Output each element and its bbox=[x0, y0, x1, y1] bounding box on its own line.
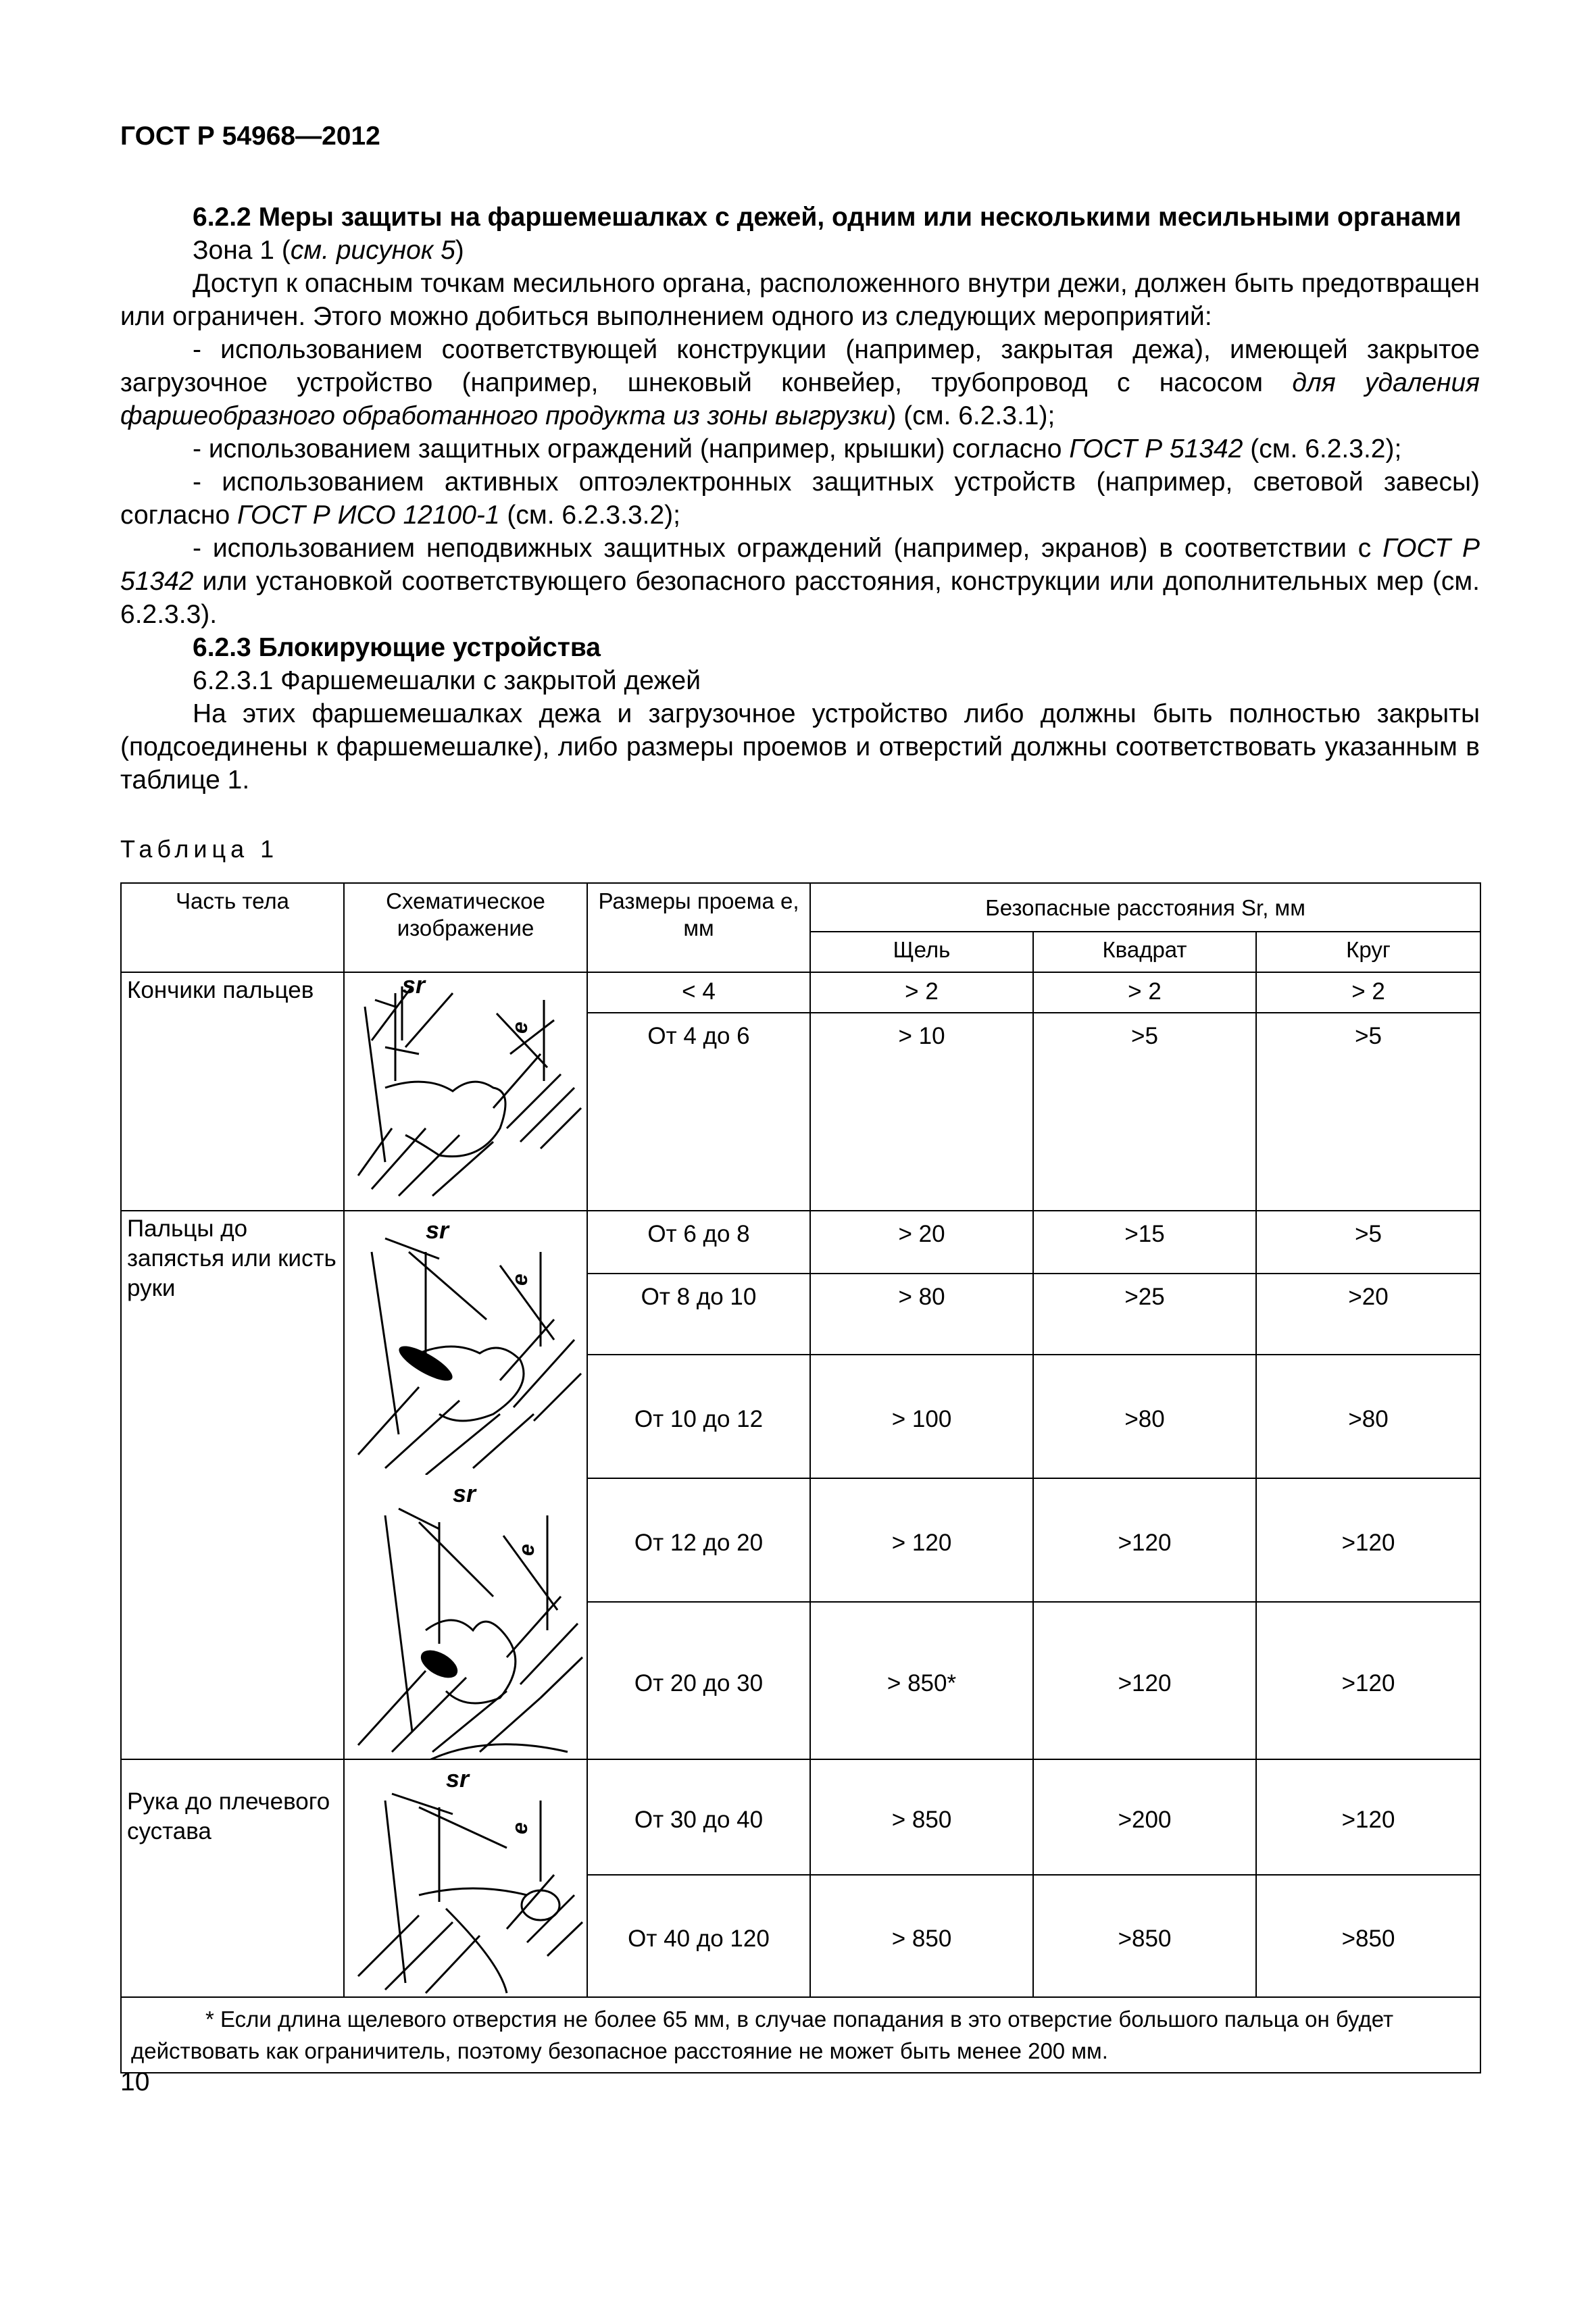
circle-cell: >20 bbox=[1256, 1274, 1480, 1355]
section-heading bbox=[120, 201, 1480, 234]
size-cell: От 8 до 10 bbox=[587, 1274, 810, 1355]
bullet-3 bbox=[120, 466, 1480, 532]
size-cell: От 20 до 30 bbox=[587, 1602, 810, 1759]
zone-label: Зона 1 ( bbox=[193, 236, 291, 265]
hand-diagram bbox=[345, 1475, 585, 1759]
schema-fingers-hand bbox=[344, 1211, 587, 1759]
fingertips-diagram bbox=[345, 973, 585, 1209]
slot-cell: > 10 bbox=[810, 1013, 1033, 1211]
table-row bbox=[121, 972, 1480, 1013]
sr-label: sr bbox=[446, 1765, 470, 1792]
bullet-1-ref: ) (см. 6.2.3.1); bbox=[887, 401, 1055, 430]
circle-cell: >850 bbox=[1256, 1875, 1480, 1997]
page-number: 10 bbox=[120, 2067, 150, 2096]
document-header: ГОСТ Р 54968—2012 bbox=[120, 122, 380, 151]
sr-label: sr bbox=[453, 1480, 476, 1507]
table-note-row bbox=[121, 1997, 1480, 2073]
slot-cell: > 100 bbox=[810, 1355, 1033, 1478]
table-caption: Таблица 1 bbox=[120, 835, 279, 863]
slot-cell: > 80 bbox=[810, 1274, 1033, 1355]
table-row bbox=[121, 1759, 1480, 1875]
e-label: e bbox=[507, 1822, 532, 1834]
fingers-diagram bbox=[345, 1211, 585, 1475]
circle-cell: >120 bbox=[1256, 1602, 1480, 1759]
square-cell: >25 bbox=[1033, 1274, 1256, 1355]
body-part-cell: Рука до плечевого сустава bbox=[121, 1759, 344, 1997]
e-label: e bbox=[507, 1022, 532, 1034]
square-cell: >15 bbox=[1033, 1211, 1256, 1274]
schema-fingertips bbox=[344, 972, 587, 1211]
zone-close: ) bbox=[455, 236, 464, 265]
figure-reference: см. рисунок 5 bbox=[290, 236, 455, 265]
bullet-2-ref: (см. 6.2.3.2); bbox=[1243, 434, 1402, 463]
size-cell: От 6 до 8 bbox=[587, 1211, 810, 1274]
subsection-heading-interlocks: 6.2.3 Блокирующие устройства bbox=[193, 633, 601, 662]
bullet-4-standard: ГОСТ Р 51342 bbox=[120, 534, 1480, 596]
e-label: e bbox=[507, 1274, 532, 1286]
arm-diagram bbox=[345, 1760, 585, 1996]
sr-label: sr bbox=[402, 973, 426, 999]
col-header-size: Размеры проема e, мм bbox=[587, 883, 810, 972]
size-cell: От 4 до 6 bbox=[587, 1013, 810, 1211]
paragraph-access: Доступ к опасным точкам месильного органа, расположенного внутри дежи, должен быть предотвращен или ограничен. Этого можно добиться выполнением одного из следующих мероприятий: bbox=[120, 269, 1480, 331]
col-header-safe: Безопасные расстояния Sr, мм bbox=[810, 883, 1480, 932]
square-cell: > 2 bbox=[1033, 972, 1256, 1013]
circle-cell: >120 bbox=[1256, 1759, 1480, 1875]
subheader-circle: Круг bbox=[1256, 932, 1480, 972]
bullet-2 bbox=[120, 432, 1480, 466]
square-cell: >5 bbox=[1033, 1013, 1256, 1211]
square-cell: >200 bbox=[1033, 1759, 1256, 1875]
body-part-cell: Пальцы до запястья или кисть руки bbox=[121, 1211, 344, 1759]
square-cell: >120 bbox=[1033, 1478, 1256, 1602]
circle-cell: > 2 bbox=[1256, 972, 1480, 1013]
bullet-1-text: - использованием соответствующей конструкции (например, закрытая дежа), имеющей закрытое загрузочное устройство (например, шнековый конвейер, трубопровод с насосом bbox=[120, 335, 1480, 397]
paragraph-closed-bowl: На этих фаршемешалках дежа и загрузочное устройство либо должны быть полностью закрыты (подсоединены к фаршемешалке), либо размеры проемов и отверстий должны соответствовать указанным в таблице 1. bbox=[120, 699, 1480, 795]
slot-cell: > 120 bbox=[810, 1478, 1033, 1602]
bullet-1 bbox=[120, 333, 1480, 432]
square-cell: >120 bbox=[1033, 1602, 1256, 1759]
slot-cell: > 850 bbox=[810, 1759, 1033, 1875]
slot-cell: > 850* bbox=[810, 1602, 1033, 1759]
size-cell: От 30 до 40 bbox=[587, 1759, 810, 1875]
square-cell: >850 bbox=[1033, 1875, 1256, 1997]
bullet-4-ref: или установкой соответствующего безопасного расстояния, конструкции или дополнительных мер (см. 6.2.3.3). bbox=[120, 567, 1480, 629]
bullet-4-text: - использованием неподвижных защитных ограждений (например, экранов) в соответствии с bbox=[193, 534, 1383, 563]
table-row bbox=[121, 1211, 1480, 1274]
safety-distance-table bbox=[120, 882, 1481, 2073]
size-cell: От 40 до 120 bbox=[587, 1875, 810, 1997]
slot-cell: > 2 bbox=[810, 972, 1033, 1013]
circle-cell: >80 bbox=[1256, 1355, 1480, 1478]
circle-cell: >120 bbox=[1256, 1478, 1480, 1602]
bullet-4 bbox=[120, 532, 1480, 631]
subsection-heading-closed-bowl: 6.2.3.1 Фаршемешалки с закрытой дежей bbox=[193, 666, 701, 695]
bullet-2-standard: ГОСТ Р 51342 bbox=[1069, 434, 1243, 463]
table-footnote: * Если длина щелевого отверстия не более 65 мм, в случае попадания в это отверстие большого пальца он будет действовать как ограничитель, поэтому безопасное расстояние не может быть менее 200 мм. bbox=[121, 1997, 1480, 2073]
heading-title: Меры защиты на фаршемешалках с дежей, одним или несколькими месильными органами bbox=[258, 203, 1462, 232]
e-label: e bbox=[514, 1544, 539, 1556]
bullet-3-standard: ГОСТ Р ИСО 12100-1 bbox=[237, 501, 500, 530]
subheader-square: Квадрат bbox=[1033, 932, 1256, 972]
subheader-slot: Щель bbox=[810, 932, 1033, 972]
zone-line bbox=[120, 234, 1480, 267]
square-cell: >80 bbox=[1033, 1355, 1256, 1478]
slot-cell: > 20 bbox=[810, 1211, 1033, 1274]
section-text bbox=[120, 201, 1480, 797]
bullet-2-text: - использованием защитных ограждений (например, крышки) согласно bbox=[193, 434, 1070, 463]
bullet-1-italic: для удаления фаршеобразного обработанного продукта из зоны выгрузки bbox=[120, 368, 1480, 430]
bullet-3-ref: (см. 6.2.3.3.2); bbox=[499, 501, 680, 530]
sr-label: sr bbox=[426, 1216, 449, 1244]
body-part-cell: Кончики пальцев bbox=[121, 972, 344, 1211]
size-cell: От 12 до 20 bbox=[587, 1478, 810, 1602]
size-cell: От 10 до 12 bbox=[587, 1355, 810, 1478]
col-header-schema: Схематическое изображение bbox=[344, 883, 587, 972]
col-header-body: Часть тела bbox=[121, 883, 344, 972]
bullet-3-text: - использованием активных оптоэлектронных защитных устройств (например, световой завесы) согласно bbox=[120, 468, 1480, 530]
size-cell: < 4 bbox=[587, 972, 810, 1013]
schema-arm bbox=[344, 1759, 587, 1997]
circle-cell: >5 bbox=[1256, 1211, 1480, 1274]
circle-cell: >5 bbox=[1256, 1013, 1480, 1211]
heading-number: 6.2.2 bbox=[193, 203, 251, 232]
slot-cell: > 850 bbox=[810, 1875, 1033, 1997]
